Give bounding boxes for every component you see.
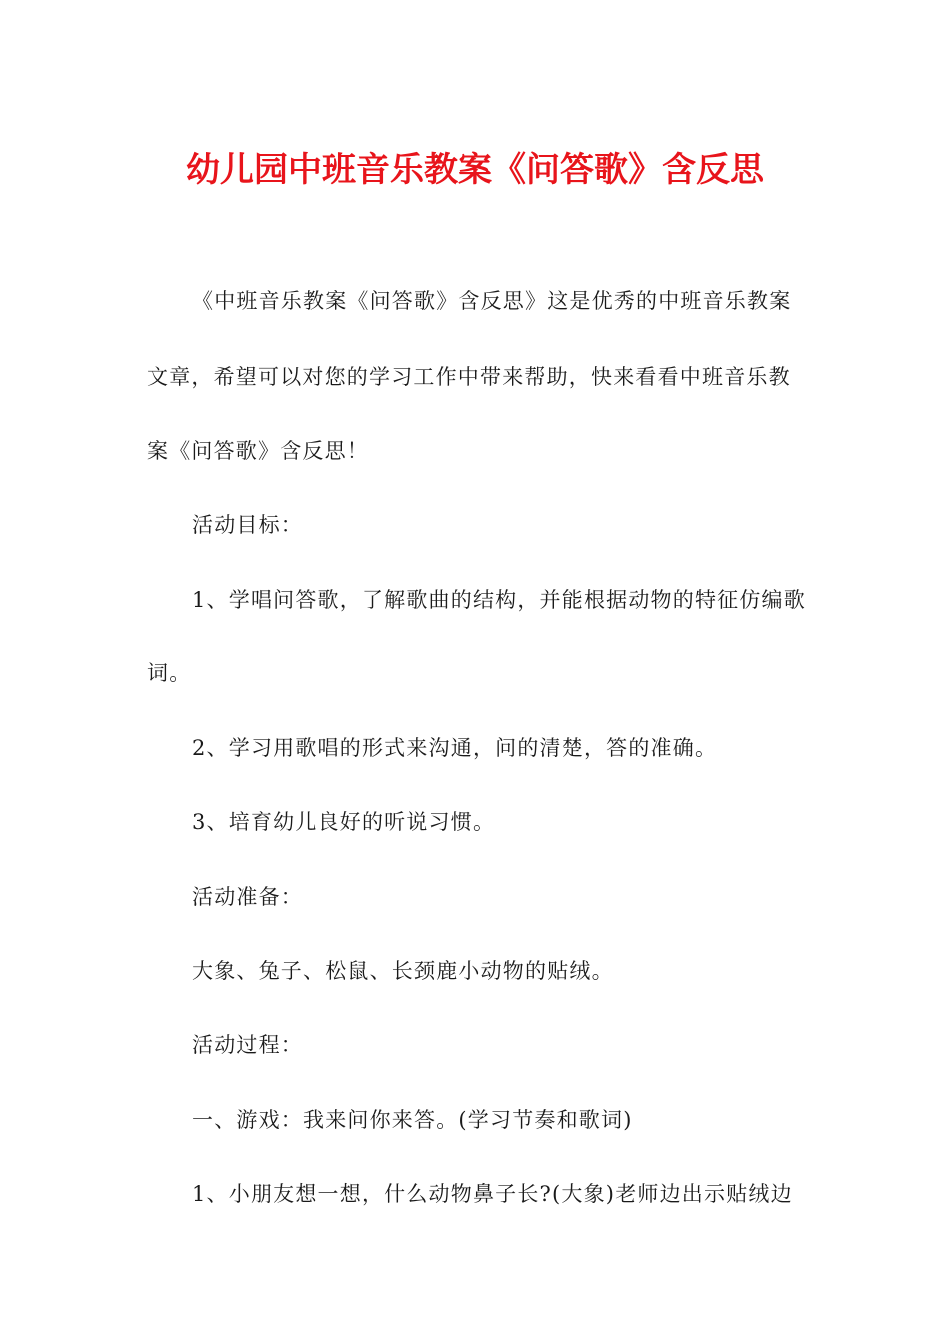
section-heading-preparation: 活动准备： bbox=[192, 885, 303, 909]
paragraph-line: 案《问答歌》含反思！ bbox=[147, 439, 369, 463]
paragraph-line: 词。 bbox=[147, 661, 192, 685]
paragraph-line: 1、小朋友想一想，什么动物鼻子长?(大象)老师边出示贴绒边 bbox=[192, 1182, 793, 1206]
document-title: 幼儿园中班音乐教案《问答歌》含反思 bbox=[186, 150, 764, 190]
section-heading-goals: 活动目标： bbox=[192, 513, 303, 537]
section-heading-process: 活动过程： bbox=[192, 1033, 303, 1057]
paragraph-line: 一、游戏：我来问你来答。(学习节奏和歌词) bbox=[192, 1108, 633, 1132]
paragraph-line: 3、培育幼儿良好的听说习惯。 bbox=[192, 810, 496, 834]
paragraph-line: 1、学唱问答歌，了解歌曲的结构，并能根据动物的特征仿编歌 bbox=[192, 588, 806, 612]
paragraph-line: 2、学习用歌唱的形式来沟通，问的清楚，答的准确。 bbox=[192, 736, 718, 760]
paragraph-line: 大象、兔子、松鼠、长颈鹿小动物的贴绒。 bbox=[192, 959, 614, 983]
paragraph-line: 《中班音乐教案《问答歌》含反思》这是优秀的中班音乐教案 bbox=[192, 289, 792, 313]
paragraph-line: 文章，希望可以对您的学习工作中带来帮助，快来看看中班音乐教 bbox=[147, 365, 791, 389]
